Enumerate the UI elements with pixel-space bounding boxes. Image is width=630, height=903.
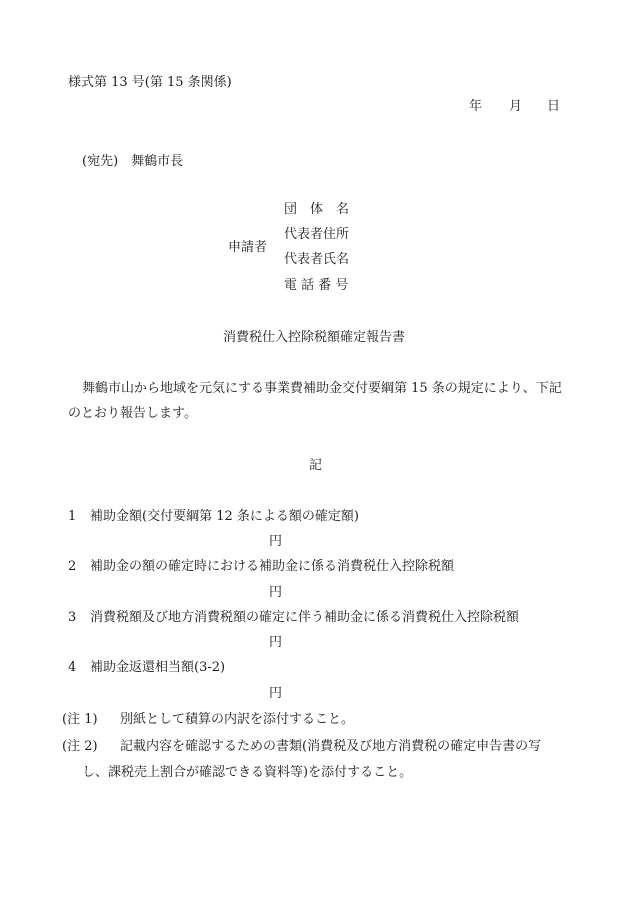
item-unit: 円 — [269, 534, 283, 549]
item-label: 消費税額及び地方消費税額の確定に伴う補助金に係る消費税仕入控除税額 — [90, 610, 520, 625]
document-title: 消費税仕入控除税額確定報告書 — [223, 330, 406, 345]
note-mark: (注 2) — [62, 739, 98, 754]
form-number: 様式第 13 号(第 15 条関係) — [68, 75, 232, 90]
applicant-label: 申請者 — [228, 240, 268, 255]
item-label: 補助金の額の確定時における補助金に係る消費税仕入控除税額 — [90, 559, 455, 574]
item-unit: 円 — [269, 686, 283, 701]
addressee: (宛先) 舞鶴市長 — [82, 154, 184, 169]
item-unit: 円 — [269, 635, 283, 650]
note-text: 記載内容を確認するための書類(消費税及び地方消費税の確定申告書の写 — [120, 739, 542, 754]
body-line-1: 舞鶴市山から地域を元気にする事業費補助金交付要綱第 15 条の規定により、下記 — [82, 381, 562, 396]
date-day: 日 — [547, 99, 561, 114]
note-mark: (注 1) — [62, 712, 98, 727]
item-number: 2 — [68, 559, 77, 574]
applicant-field-phone: 電 話 番 号 — [284, 278, 349, 293]
applicant-field-representative: 代表者氏名 — [284, 252, 350, 267]
note-text-continuation: し、課税売上割合が確認できる資料等)を添付すること。 — [82, 765, 413, 780]
ki-heading: 記 — [309, 458, 323, 473]
item-label: 補助金額(交付要綱第 12 条による額の確定額) — [90, 509, 359, 524]
item-number: 4 — [68, 660, 77, 675]
applicant-field-organization: 団 体 名 — [284, 202, 350, 217]
item-number: 1 — [68, 509, 77, 524]
date-month: 月 — [509, 99, 523, 114]
applicant-field-address: 代表者住所 — [284, 227, 350, 242]
date-year: 年 — [469, 99, 483, 114]
body-line-2: のとおり報告します。 — [68, 406, 197, 421]
item-label: 補助金返還相当額(3-2) — [90, 660, 226, 675]
item-unit: 円 — [269, 585, 283, 600]
note-text: 別紙として積算の内訳を添付すること。 — [120, 712, 355, 727]
item-number: 3 — [68, 610, 77, 625]
